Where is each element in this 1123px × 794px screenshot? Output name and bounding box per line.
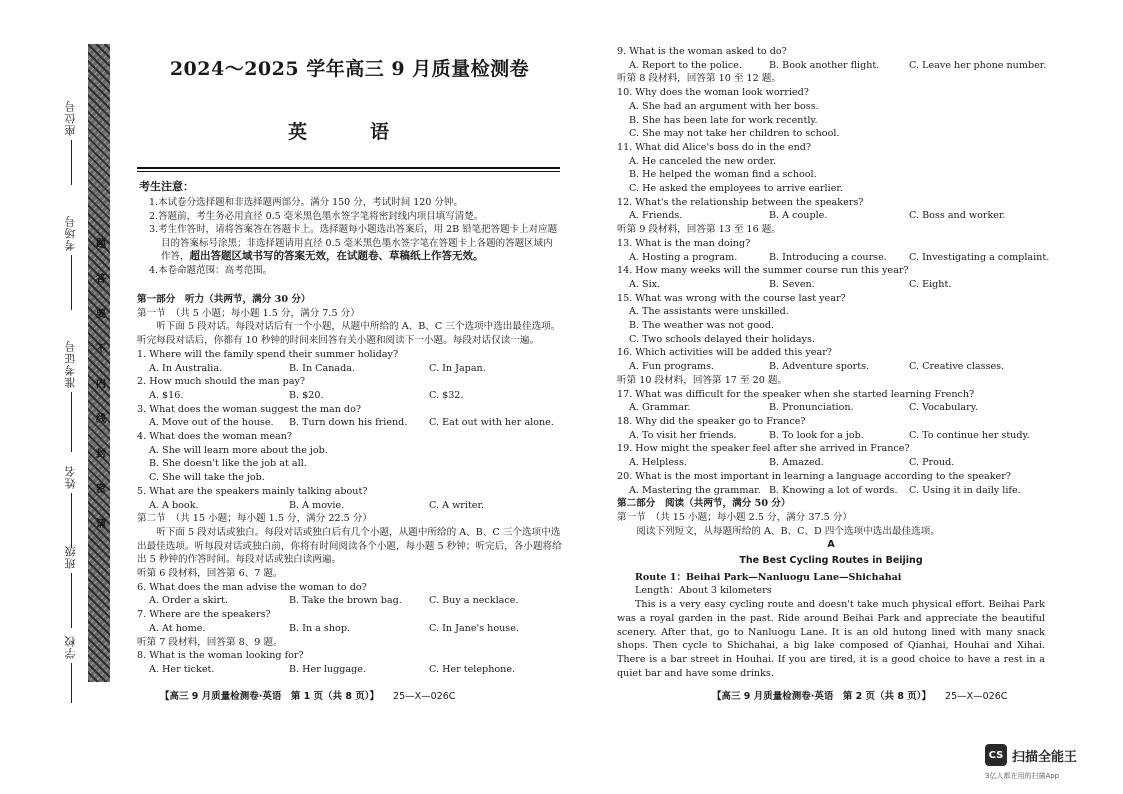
listening-section [137,293,565,677]
option-c[interactable]: C. In Jane's house. [429,622,519,634]
part1-title: 第一部分 听力（共两节，满分 30 分） [137,294,311,305]
material-note: 听第 8 段材料，回答第 10 至 12 题。 [617,73,781,85]
option-b[interactable]: B. Book another flight. [769,59,880,71]
question-3: 3. What does the woman suggest the man do? A. Move out of the house. B. Turn down his friend. C. Eat out with her alone. [137,403,565,430]
part2-title: 第二部分 阅读（共两节，满分 50 分） [617,498,791,510]
passage-title: The Best Cycling Routes in Beijing [739,555,923,567]
paper-code: 25—X—026C [393,691,456,702]
option-a[interactable]: A. He canceled the new order. [629,155,777,167]
option-c[interactable]: C. In Japan. [429,362,486,374]
seat-number-label: 座位号 [64,100,77,136]
option-a[interactable]: A. To visit her friends. [629,429,737,441]
material-note: 听第 10 段材料，回答第 17 至 20 题。 [617,374,788,386]
route-title: Route 1：Beihai Park—Nanluogu Lane—Shichahai [635,571,902,583]
option-a[interactable]: A. Grammar. [629,402,691,414]
question-9: 9. What is the woman asked to do? A. Report to the police. B. Book another flight. C. Leave her phone number. [617,45,1045,72]
camscanner-logo-icon: CS [985,744,1007,766]
section1-directions: 听下面 5 段对话。每段对话后有一个小题，从题中所给的 A、B、C 三个选项中选出最佳选项。听完每段对话后，你都有 10 秒钟的时间来回答有关小题和阅读下一小题。每段对话仅读一遍。 [137,321,561,347]
material-note: 听第 6 段材料，回答第 6、7 题。 [137,568,283,580]
option-b[interactable]: B. Introducing a course. [769,251,887,263]
question-13: 13. What is the man doing? A. Hosting a program. B. Introducing a course. C. Investigating a complaint. [617,237,1045,264]
option-b[interactable]: B. Knowing a lot of words. [769,484,898,496]
option-c[interactable]: C. She will take the job. [149,472,265,484]
question-16: 16. Which activities will be added this year? A. Fun programs. B. Adventure sports. C. Creative classes. [617,346,1045,373]
scanner-watermark [985,744,1117,784]
question-8: 8. What is the woman looking for? A. Her ticket. B. Her luggage. C. Her telephone. [137,649,565,676]
passage-paragraph: This is a very easy cycling route and doesn't take much physical effort. Beihai Park was a royal garden in the past. Ride around Beihai Park and appreciate the beautiful scenery. After that, go to Nanluogu Lane. It is an old hutong lined with many snack shops. Then cycle to Shichahai, a big lake composed of Qianhai, Houhai and Xihai. There is a bar street in Houhai. If you are tired, it is a good choice to have a rest in a quiet bar and have some drinks. [617,599,1045,679]
question-11: 11. What did Alice's boss do in the end? A. He canceled the new order. B. He helped the woman find a school. C. He asked the employees to arrive earlier. [617,141,1045,196]
class-field [61,545,81,628]
question-7: 7. Where are the speakers? A. At home. B. In a shop. C. In Jane's house. [137,608,565,635]
material-note: 听第 9 段材料，回答第 13 至 16 题。 [617,224,781,236]
option-c[interactable]: C. Boss and worker. [909,210,1006,222]
question-14: 14. How many weeks will the summer course run this year? A. Six. B. Seven. C. Eight. [617,264,1045,291]
section2-directions: 听下面 5 段对话或独白。每段对话或独白后有几个小题，从题中所给的 A、B、C 三个选项中选出最佳选项。听每段对话或独白前，你将有时间阅读各个小题，每小题 5 秒钟；听完后，各小题将给出 5 秒钟的作答时间。每段对话或独白读两遍。 [137,526,562,566]
question-15: 15. What was wrong with the course last year? A. The assistants were unskilled. B. The weather was not good. C. Two schools delayed their holidays. [617,292,1045,347]
class-label: 班级 [64,545,77,569]
footer-page-2: 【高三 9 月质量检测卷·英语 第 2 页（共 8 页）】 25—X—026C [712,691,1008,702]
question-10: 10. Why does the woman look worried? A. She had an argument with her boss. B. She has been late for work recently. C. She may not take her children to school. [617,86,1045,141]
option-c[interactable]: C. Proud. [909,457,955,469]
option-c[interactable]: C. He asked the employees to arrive earlier. [629,183,843,195]
question-2: 2. How much should the man pay? A. $16. B. $20. C. $32. [137,375,565,402]
binding-notice: 题 答 要 不 内 线 封 密 请 [96,239,106,530]
question-1: 1. Where will the family spend their summer holiday? A. In Australia. B. In Canada. C. In Japan. [137,348,565,375]
option-c[interactable]: C. She may not take her children to school. [629,128,840,140]
option-b[interactable]: B. Adventure sports. [769,361,870,373]
passage-a [617,538,1045,680]
option-a[interactable]: A. Helpless. [629,457,687,469]
option-b[interactable]: B. Turn down his friend. [289,417,408,429]
left-column [137,50,562,675]
exam-room-label: 考场号 [64,215,77,251]
option-a[interactable]: A. A book. [149,499,199,511]
question-18: 18. Why did the speaker go to France? A. To visit her friends. B. To look for a job. C. To continue her study. [617,415,1045,442]
option-b[interactable]: B. Take the brown bag. [289,595,402,607]
option-b[interactable]: B. Her luggage. [289,663,366,675]
question-12: 12. What's the relationship between the speakers? A. Friends. B. A couple. C. Boss and worker. [617,196,1045,223]
option-c[interactable]: C. Using it in daily life. [909,484,1021,496]
reading-directions: 阅读下列短文，从每题所给的 A、B、C、D 四个选项中选出最佳选项。 [636,525,940,537]
right-column [617,45,1050,680]
school-field [61,635,81,703]
option-b[interactable]: B. The weather was not good. [629,320,775,332]
option-b[interactable]: B. Pronunciation. [769,402,854,414]
option-c[interactable]: C. Her telephone. [429,663,516,675]
name-label: 姓名 [64,465,77,489]
question-17: 17. What was difficult for the speaker when she started learning French? A. Grammar. B. Pronunciation. C. Vocabulary. [617,388,1045,415]
option-c[interactable]: C. Vocabulary. [909,402,978,414]
option-c[interactable]: C. $32. [429,389,464,401]
footer-page-1: 【高三 9 月质量检测卷·英语 第 1 页（共 8 页）】 25—X—026C [160,691,456,702]
admission-number-field [61,340,81,452]
option-c[interactable]: C. Buy a necklace. [429,595,519,607]
option-c[interactable]: C. Eat out with her alone. [429,417,554,429]
exam-room-field [61,215,81,310]
option-a[interactable]: A. Fun programs. [629,361,715,373]
title-rule [137,167,560,169]
question-19: 19. How might the speaker feel after she arrived in France? A. Helpless. B. Amazed. C. Proud. [617,442,1045,469]
option-a[interactable]: A. Six. [629,278,661,290]
notice-title: 考生注意： [139,180,194,193]
option-a[interactable]: A. The assistants were unskilled. [629,306,789,318]
name-field [61,465,81,548]
admission-number-label: 准考证号 [64,340,77,388]
option-c[interactable]: C. Leave her phone number. [909,59,1047,71]
section1-title: 第一节 （共 5 小题；每小题 1.5 分，满分 7.5 分） [137,307,360,319]
option-b[interactable]: B. Seven. [769,278,815,290]
option-c[interactable]: C. Investigating a complaint. [909,251,1050,263]
notice-item: 2.答题前，考生务必用直径 0.5 毫米黑色墨水签字笔将密封线内项目填写清楚。 [149,210,484,222]
option-a[interactable]: A. Hosting a program. [629,251,738,263]
option-c[interactable]: C. Creative classes. [909,361,1005,373]
notice-item: 3.考生作答时，请将答案答在答题卡上。选择题每小题选出答案后，用 2B 铅笔把答题卡上对应题目的答案标号涂黑；非选择题请用直径 0.5 毫米黑色墨水签字笔在答题卡上各题的答题区域内作答，超出答题区域书写的答案无效，在试题卷、草稿纸上作答无效。 [149,224,558,262]
watermark-tagline: 3亿人都在用的扫描App [985,772,1060,780]
question-20: 20. What is the most important in learning a language according to the speaker? A. Mastering the grammar. B. Knowing a lot of words. C. Using it in daily life. [617,470,1045,497]
option-b[interactable]: B. He helped the woman find a school. [629,169,817,181]
option-b[interactable]: B. Amazed. [769,457,824,469]
question-6: 6. What does the man advise the woman to do? A. Order a skirt. B. Take the brown bag. C. Buy a necklace. [137,581,565,608]
option-b[interactable]: B. She has been late for work recently. [629,114,818,126]
section2-title: 第二节 （共 15 小题；每小题 1.5 分，满分 22.5 分） [137,513,373,525]
option-a[interactable]: A. Her ticket. [149,663,215,675]
option-a[interactable]: A. Move out of the house. [149,417,274,429]
option-a[interactable]: A. Friends. [629,210,683,222]
passage-label: A [827,539,835,551]
question-4: 4. What does the woman mean? A. She will learn more about the job. B. She doesn't like the job at all. C. She will take the job. [137,430,565,485]
option-a[interactable]: A. She had an argument with her boss. [629,100,819,112]
material-note: 听第 7 段材料，回答第 8、9 题。 [137,636,283,648]
option-b[interactable]: B. To look for a job. [769,429,864,441]
binding-fields [55,100,85,690]
option-c[interactable]: C. Eight. [909,278,952,290]
option-b[interactable]: B. In a shop. [289,622,351,634]
option-b[interactable]: B. $20. [289,389,324,401]
reading-section1-title: 第一节 （共 15 小题；每小题 2.5 分，满分 37.5 分） [617,511,853,523]
option-a[interactable]: A. She will learn more about the job. [149,444,328,456]
option-b[interactable]: B. A movie. [289,499,345,511]
exam-subject: 英 语 [287,121,411,143]
seat-number-field [61,100,81,185]
watermark-name: 扫描全能王 [1012,750,1078,765]
option-c[interactable]: C. A writer. [429,499,485,511]
option-b[interactable]: B. A couple. [769,210,828,222]
exam-title: 2024～2025 学年高三 9 月质量检测卷 [169,58,530,80]
option-b[interactable]: B. In Canada. [289,362,356,374]
paper-code: 25—X—026C [945,691,1008,702]
candidate-notice [139,178,561,277]
notice-item: 1.本试卷分选择题和非选择题两部分。满分 150 分，考试时间 120 分钟。 [149,197,463,208]
option-a[interactable]: A. Report to the police. [629,59,742,71]
option-a[interactable]: A. At home. [149,622,206,634]
option-a[interactable]: A. Mastering the grammar. [629,484,761,496]
question-5: 5. What are the speakers mainly talking about? A. A book. B. A movie. C. A writer. [137,485,565,512]
option-a[interactable]: A. $16. [149,389,184,401]
notice-item: 4.本卷命题范围：高考范围。 [149,264,273,276]
school-label: 学校 [64,635,77,659]
option-b[interactable]: B. She doesn't like the job at all. [149,458,307,470]
option-a[interactable]: A. Order a skirt. [149,595,228,607]
option-a[interactable]: A. In Australia. [149,362,223,374]
option-c[interactable]: C. Two schools delayed their holidays. [629,333,815,345]
route-length: Length：About 3 kilometers [635,585,772,597]
option-c[interactable]: C. To continue her study. [909,429,1030,441]
notice-bold-warning: 超出答题区域书写的答案无效，在试题卷、草稿纸上作答无效。 [189,250,484,262]
